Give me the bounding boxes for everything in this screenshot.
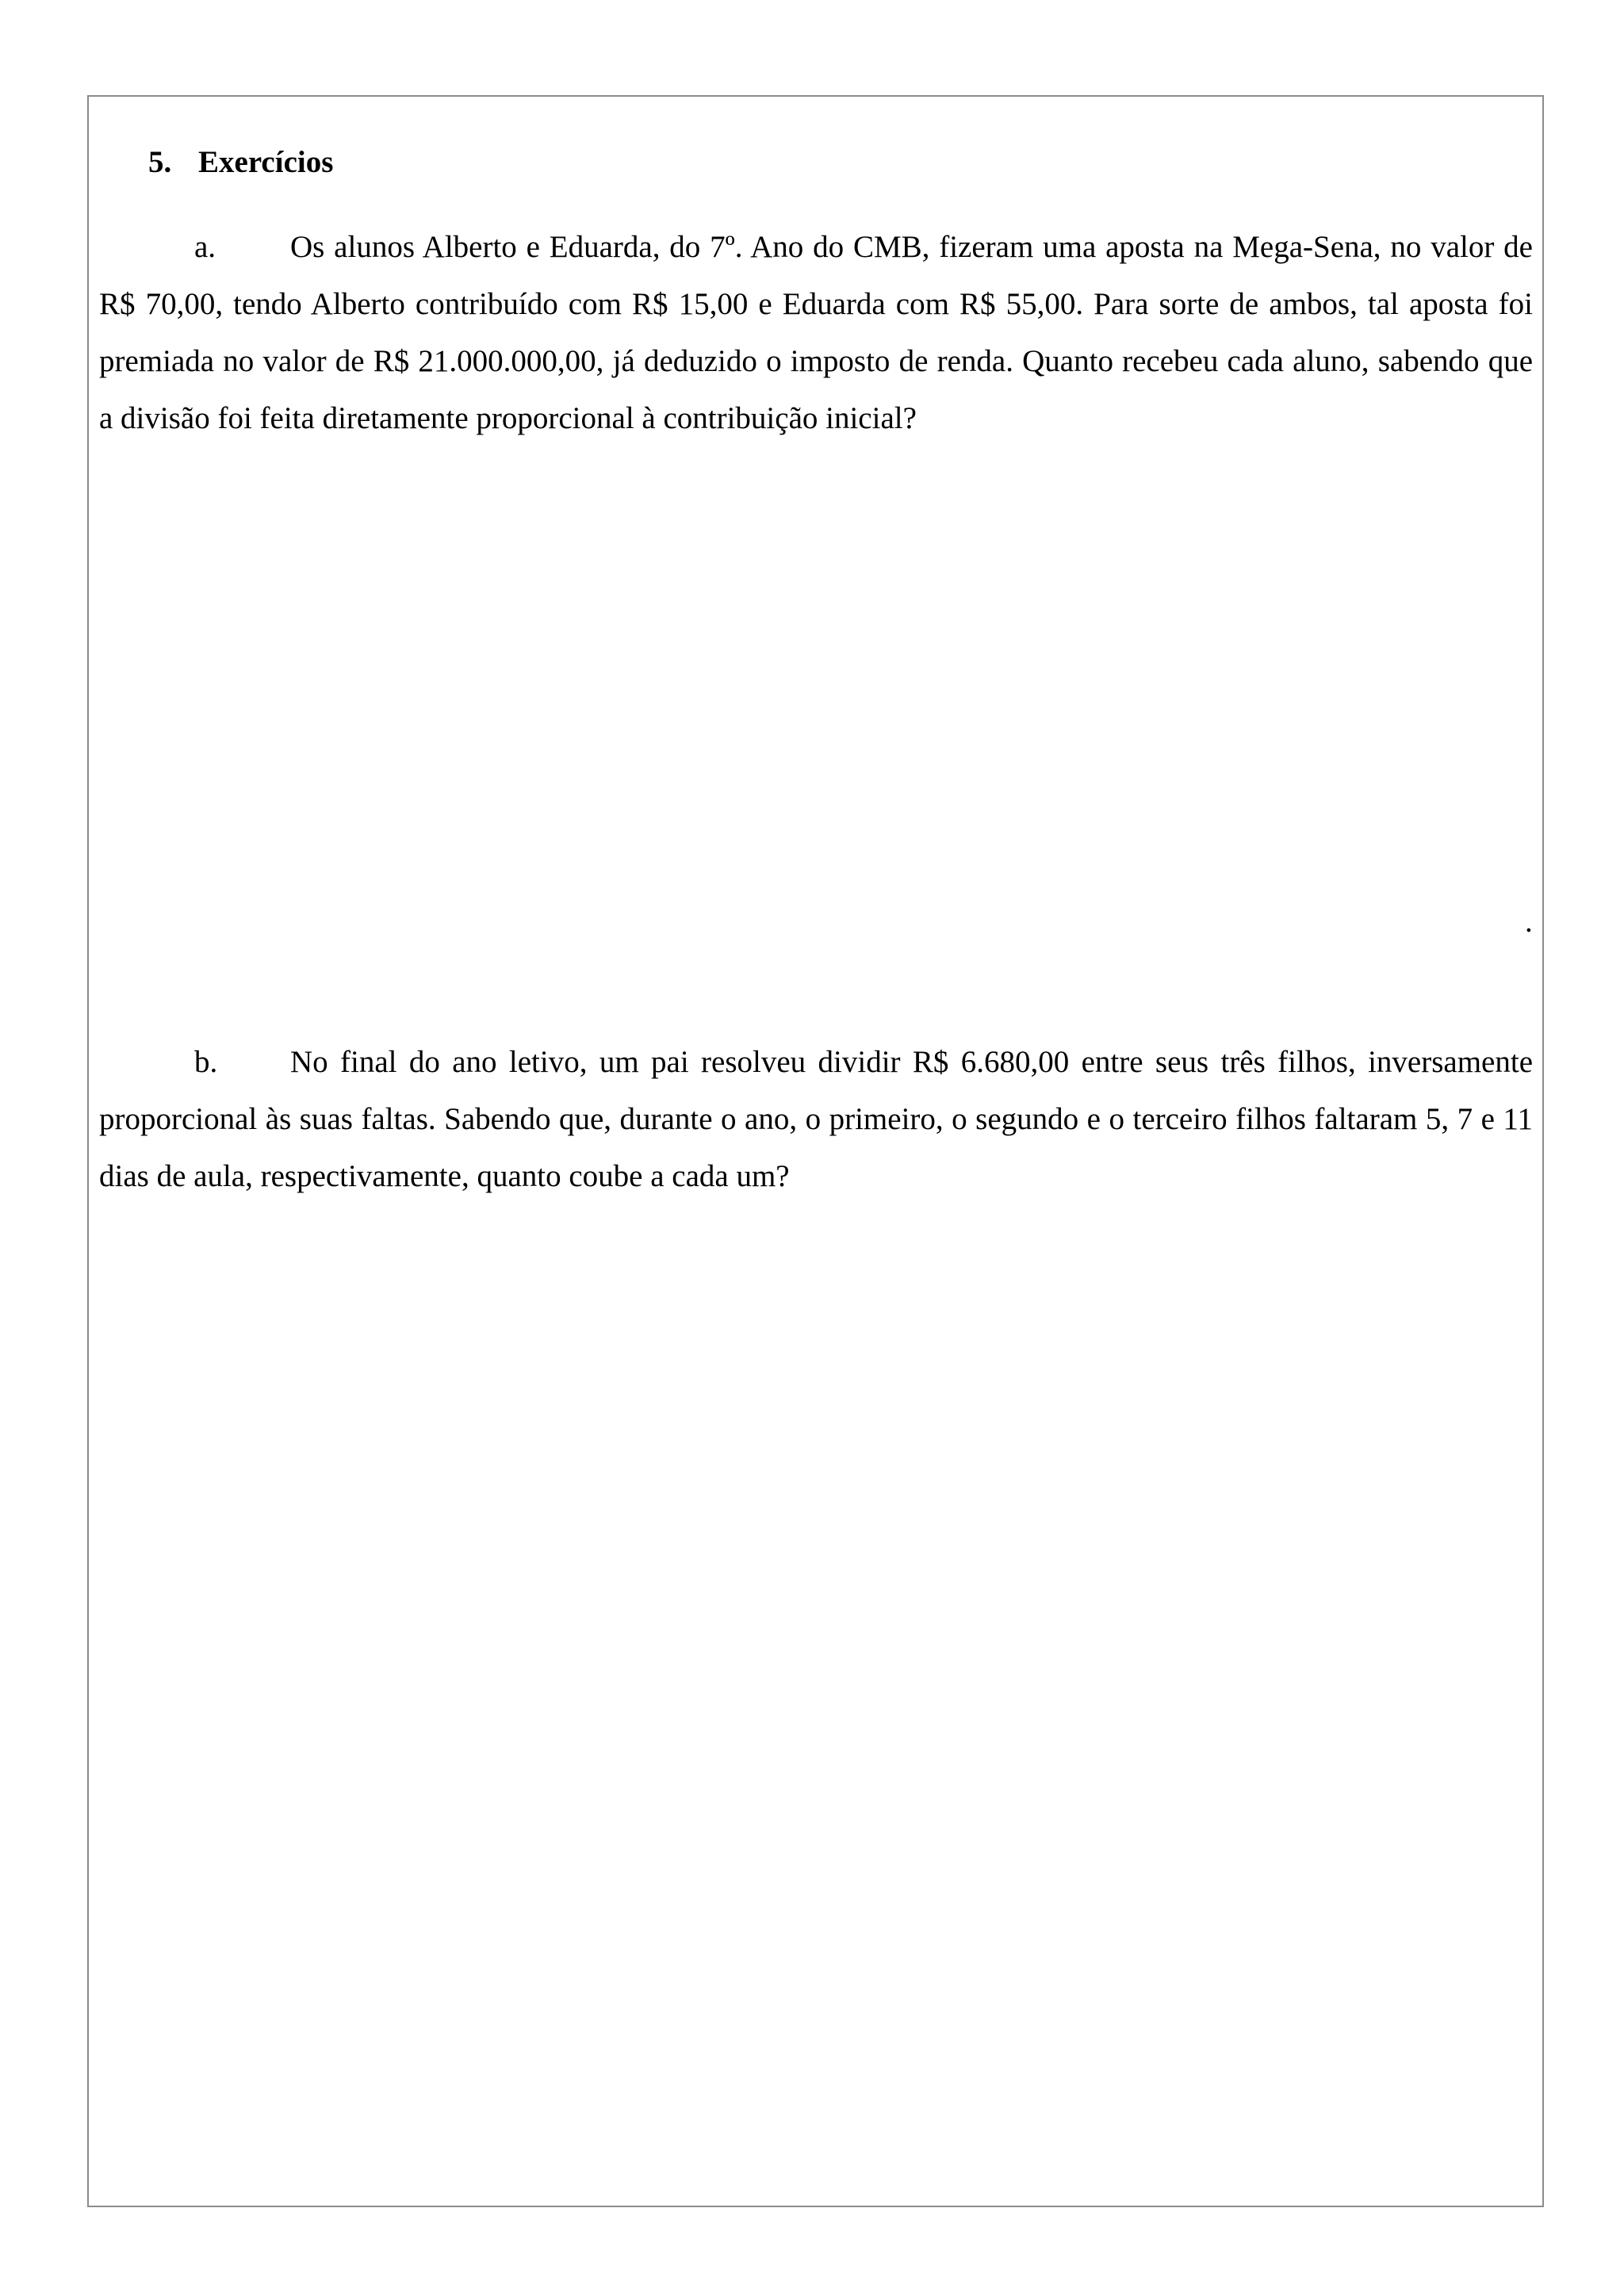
exercise-a [99, 219, 1533, 447]
section-heading [148, 135, 1533, 190]
document-body [99, 135, 1533, 1193]
exercise-a-marker: a. [194, 230, 216, 264]
exercise-b [99, 1034, 1533, 1205]
stray-period: . [1525, 905, 1533, 939]
exercise-a-text: Os alunos Alberto e Eduarda, do 7º. Ano do CMB, fizeram uma aposta na Mega-Sena, no valor de R$ 70,00, tendo Alberto contribuído com R$ 15,00 e Eduarda com R$ 55,00. Para sorte de ambos, tal aposta foi premiada no valor de R$ 21.000.000,00, já deduzido o imposto de renda. Quanto recebeu cada aluno, sabendo que a divisão foi feita diretamente proporcional à contribuição inicial? [99, 230, 1533, 435]
exercise-b-text: No final do ano letivo, um pai resolveu dividir R$ 6.680,00 entre seus três filhos, inversamente proporcional às suas faltas. Sabendo que, durante o ano, o primeiro, o segundo e o terceiro filhos faltaram 5, 7 e 11 dias de aula, respectivamente, quanto coube a cada um? [99, 1045, 1533, 1193]
exercise-b-marker: b. [194, 1045, 218, 1079]
section-number: 5. [148, 145, 172, 179]
section-title: Exercícios [198, 145, 334, 179]
